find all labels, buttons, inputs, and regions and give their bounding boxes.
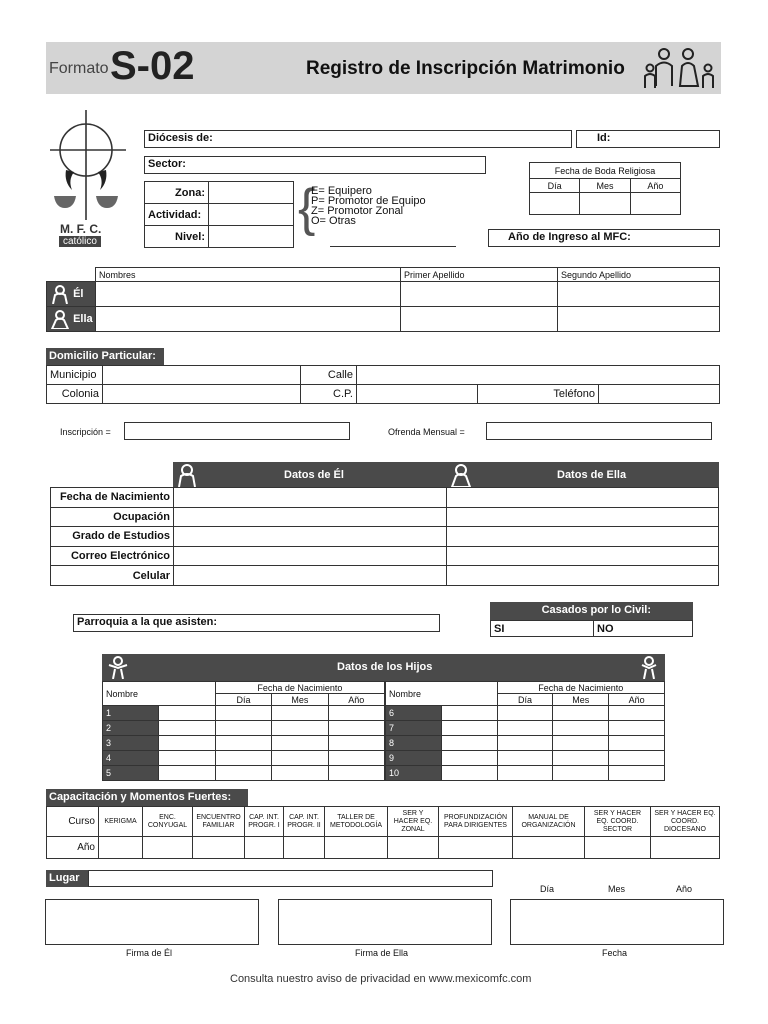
hijo-nombre-field[interactable] xyxy=(441,706,497,721)
boda-anio-field[interactable] xyxy=(630,193,680,215)
primer-apellido-header: Primer Apellido xyxy=(401,268,558,282)
hijo-mes-field[interactable] xyxy=(272,721,328,736)
col-kerigma: KERIGMA xyxy=(99,807,143,837)
hijos-anio-header: Año xyxy=(328,694,384,706)
capacitacion-anio-field[interactable] xyxy=(99,837,143,859)
fecha-box[interactable] xyxy=(510,899,724,945)
datos-table xyxy=(50,487,719,586)
child-icon xyxy=(638,655,660,679)
domicilio-title: Domicilio Particular: xyxy=(46,348,164,365)
family-icon xyxy=(642,46,718,92)
capacitacion-table xyxy=(46,806,720,859)
hijo-num: 9 xyxy=(386,751,442,766)
boda-anio-label: Año xyxy=(630,179,680,193)
ella-celular-field[interactable] xyxy=(447,566,719,586)
hijos-dia-header: Día xyxy=(497,694,553,706)
col-ser-hacer-zonal: SER Y HACER EQ. ZONAL xyxy=(388,807,439,837)
hijos-fecha-header: Fecha de Nacimiento xyxy=(497,682,664,694)
municipio-field[interactable] xyxy=(103,366,301,385)
calle-label: Calle xyxy=(301,366,357,385)
ella-fecha-nacimiento-field[interactable] xyxy=(447,488,719,508)
ella-segundo-field[interactable] xyxy=(558,307,720,332)
ofrenda-label: Ofrenda Mensual = xyxy=(388,427,465,437)
sector-field[interactable] xyxy=(144,156,486,174)
legend-o: O= Otras xyxy=(311,215,356,227)
hijo-anio-field[interactable] xyxy=(328,736,384,751)
datos-ella-title: Datos de Ella xyxy=(557,469,627,481)
hijo-dia-field[interactable] xyxy=(215,751,271,766)
fecha-boda-table xyxy=(529,162,681,215)
firma-ella-label: Firma de Ella xyxy=(355,948,409,958)
curso-label: Curso xyxy=(47,807,99,837)
hijos-left-table xyxy=(102,681,385,781)
capacitacion-anio-field[interactable] xyxy=(388,837,439,859)
nivel-label: Nivel: xyxy=(145,226,209,248)
legend-e: E= Equipero xyxy=(311,185,372,197)
el-grado-field[interactable] xyxy=(174,527,447,547)
ocupacion-label: Ocupación xyxy=(51,507,174,527)
el-segundo-field[interactable] xyxy=(558,282,720,307)
telefono-label: Teléfono xyxy=(478,385,599,404)
hijo-dia-field[interactable] xyxy=(497,706,553,721)
logo-catolico-text: católico xyxy=(59,236,101,247)
hijo-nombre-field[interactable] xyxy=(159,721,215,736)
hijo-dia-field[interactable] xyxy=(497,736,553,751)
firma-mes-label: Mes xyxy=(608,884,626,894)
hijos-anio-header: Año xyxy=(609,694,665,706)
parroquia-label: Parroquia a la que asisten: xyxy=(77,616,217,628)
legend-list xyxy=(311,186,426,226)
correo-label: Correo Electrónico xyxy=(51,546,174,566)
hijos-nombre-header: Nombre xyxy=(103,682,216,706)
fecha-nacimiento-label: Fecha de Nacimiento xyxy=(51,488,174,508)
el-row-label xyxy=(47,282,96,307)
lugar-field[interactable] xyxy=(88,870,493,887)
hijo-nombre-field[interactable] xyxy=(159,706,215,721)
hijo-mes-field[interactable] xyxy=(272,751,328,766)
el-nombres-field[interactable] xyxy=(96,282,401,307)
hijos-right-table xyxy=(385,681,665,781)
hijo-anio-field[interactable] xyxy=(328,706,384,721)
ella-grado-field[interactable] xyxy=(447,527,719,547)
hijo-dia-field[interactable] xyxy=(497,751,553,766)
capacitacion-anio-field[interactable] xyxy=(284,837,325,859)
firma-el-label: Firma de Él xyxy=(126,948,173,958)
calle-field[interactable] xyxy=(357,366,720,385)
legend-brace: { xyxy=(298,179,316,237)
hijo-dia-field[interactable] xyxy=(215,721,271,736)
hijo-nombre-field[interactable] xyxy=(441,751,497,766)
ella-label: Ella xyxy=(73,312,93,325)
col-encuentro-familiar: ENCUENTRO FAMILIAR xyxy=(193,807,245,837)
hijo-mes-field[interactable] xyxy=(553,736,609,751)
colonia-label: Colonia xyxy=(47,385,103,404)
firma-dia-label: Día xyxy=(540,884,555,894)
hijos-title: Datos de los Hijos xyxy=(337,661,433,673)
domicilio-table xyxy=(46,365,720,404)
el-celular-field[interactable] xyxy=(174,566,447,586)
capacitacion-anio-field[interactable] xyxy=(513,837,585,859)
datos-el-title: Datos de Él xyxy=(284,469,344,481)
hijo-anio-field[interactable] xyxy=(328,751,384,766)
capacitacion-anio-field[interactable] xyxy=(439,837,513,859)
col-enc-conyugal: ENC. CONYUGAL xyxy=(143,807,193,837)
man-icon xyxy=(50,284,70,304)
col-cap-int-1: CAP. INT. PROGR. I xyxy=(245,807,284,837)
hijo-anio-field[interactable] xyxy=(609,766,665,781)
inscripcion-field[interactable] xyxy=(124,422,350,440)
celular-label: Celular xyxy=(51,566,174,586)
hijo-anio-field[interactable] xyxy=(328,766,384,781)
hijo-anio-field[interactable] xyxy=(328,721,384,736)
el-correo-field[interactable] xyxy=(174,546,447,566)
civil-table xyxy=(490,620,693,637)
child-icon xyxy=(107,655,129,679)
grado-estudios-label: Grado de Estudios xyxy=(51,527,174,547)
hijo-mes-field[interactable] xyxy=(553,706,609,721)
el-label: Él xyxy=(73,287,84,300)
hijo-dia-field[interactable] xyxy=(215,736,271,751)
diocesis-label: Diócesis de: xyxy=(148,132,213,144)
el-ocupacion-field[interactable] xyxy=(174,507,447,527)
hijo-anio-field[interactable] xyxy=(609,751,665,766)
hijo-nombre-field[interactable] xyxy=(159,766,215,781)
hijo-dia-field[interactable] xyxy=(215,706,271,721)
capacitacion-anio-field[interactable] xyxy=(245,837,284,859)
capacitacion-anio-field[interactable] xyxy=(193,837,245,859)
otras-line[interactable] xyxy=(330,246,456,247)
el-primer-field[interactable] xyxy=(401,282,558,307)
hijo-nombre-field[interactable] xyxy=(159,751,215,766)
civil-no-option[interactable]: NO xyxy=(594,621,693,637)
boda-dia-field[interactable] xyxy=(530,193,580,215)
hijo-nombre-field[interactable] xyxy=(441,736,497,751)
woman-icon xyxy=(450,463,472,487)
actividad-label: Actividad: xyxy=(145,204,209,226)
hijo-mes-field[interactable] xyxy=(553,721,609,736)
hijo-nombre-field[interactable] xyxy=(441,766,497,781)
col-taller: TALLER DE METODOLOGÍA xyxy=(325,807,388,837)
col-ser-hacer-sector: SER Y HACER EQ. COORD. SECTOR xyxy=(585,807,651,837)
hijos-mes-header: Mes xyxy=(272,694,328,706)
names-table xyxy=(46,267,720,332)
form-code: S-02 xyxy=(110,44,195,88)
logo-mfc-text: M. F. C. xyxy=(60,222,102,236)
el-fecha-nacimiento-field[interactable] xyxy=(174,488,447,508)
hijo-nombre-field[interactable] xyxy=(441,721,497,736)
cp-label: C.P. xyxy=(301,385,357,404)
capacitacion-anio-field[interactable] xyxy=(143,837,193,859)
ella-ocupacion-field[interactable] xyxy=(447,507,719,527)
privacy-footer: Consulta nuestro aviso de privacidad en www.mexicomfc.com xyxy=(230,973,532,985)
hijo-num: 5 xyxy=(103,766,159,781)
sector-label: Sector: xyxy=(148,158,186,170)
hijo-num: 2 xyxy=(103,721,159,736)
inscripcion-label: Inscripción = xyxy=(60,427,111,437)
capacitacion-title: Capacitación y Momentos Fuertes: xyxy=(46,789,248,806)
hijo-num: 7 xyxy=(386,721,442,736)
legend-p: P= Promotor de Equipo xyxy=(311,195,426,207)
hijos-mes-header: Mes xyxy=(553,694,609,706)
boda-dia-label: Día xyxy=(530,179,580,193)
ella-correo-field[interactable] xyxy=(447,546,719,566)
col-profundizacion: PROFUNDIZACIÓN PARA DIRIGENTES xyxy=(439,807,513,837)
form-title: Registro de Inscripción Matrimonio xyxy=(306,58,625,79)
hijo-num: 8 xyxy=(386,736,442,751)
capacitacion-anio-field[interactable] xyxy=(325,837,388,859)
hijos-dia-header: Día xyxy=(215,694,271,706)
man-icon xyxy=(176,463,198,487)
firma-anio-label: Año xyxy=(676,884,693,894)
hijo-mes-field[interactable] xyxy=(553,751,609,766)
zona-actividad-nivel-table xyxy=(144,181,294,248)
hijo-dia-field[interactable] xyxy=(215,766,271,781)
municipio-label: Municipio xyxy=(47,366,103,385)
hijo-mes-field[interactable] xyxy=(272,766,328,781)
hijo-anio-field[interactable] xyxy=(609,721,665,736)
ella-row-label xyxy=(47,307,96,332)
woman-icon xyxy=(50,309,70,329)
hijos-nombre-header: Nombre xyxy=(386,682,498,706)
capacitacion-anio-field[interactable] xyxy=(585,837,651,859)
hijo-num: 10 xyxy=(386,766,442,781)
nombres-header: Nombres xyxy=(96,268,401,282)
colonia-field[interactable] xyxy=(103,385,301,404)
ella-primer-field[interactable] xyxy=(401,307,558,332)
hijo-mes-field[interactable] xyxy=(553,766,609,781)
telefono-field[interactable] xyxy=(599,385,720,404)
hijo-num: 1 xyxy=(103,706,159,721)
hijo-num: 4 xyxy=(103,751,159,766)
fecha-label: Fecha xyxy=(602,948,628,958)
firma-ella-box[interactable] xyxy=(278,899,492,945)
boda-mes-label: Mes xyxy=(580,179,630,193)
col-cap-int-2: CAP. INT. PROGR. II xyxy=(284,807,325,837)
hijo-dia-field[interactable] xyxy=(497,721,553,736)
hijo-num: 6 xyxy=(386,706,442,721)
civil-title: Casados por lo Civil: xyxy=(490,602,693,620)
hijos-fecha-header: Fecha de Nacimiento xyxy=(215,682,384,694)
hijo-anio-field[interactable] xyxy=(609,736,665,751)
hijo-mes-field[interactable] xyxy=(272,736,328,751)
firma-el-box[interactable] xyxy=(45,899,259,945)
ella-nombres-field[interactable] xyxy=(96,307,401,332)
datos-header-bar xyxy=(173,462,719,488)
cp-field[interactable] xyxy=(357,385,478,404)
nivel-field[interactable] xyxy=(209,226,294,248)
boda-mes-field[interactable] xyxy=(580,193,630,215)
ofrenda-field[interactable] xyxy=(486,422,712,440)
col-manual: MANUAL DE ORGANIZACIÓN xyxy=(513,807,585,837)
col-ser-hacer-diocesano: SER Y HACER EQ. COORD. DIOCESANO xyxy=(651,807,720,837)
hijo-nombre-field[interactable] xyxy=(159,736,215,751)
hijo-anio-field[interactable] xyxy=(609,706,665,721)
anio-label: Año xyxy=(47,837,99,859)
capacitacion-anio-field[interactable] xyxy=(651,837,720,859)
lugar-label: Lugar xyxy=(46,870,88,887)
hijo-dia-field[interactable] xyxy=(497,766,553,781)
mfc-cross-logo xyxy=(46,110,130,222)
zona-label: Zona: xyxy=(145,182,209,204)
zona-field[interactable] xyxy=(209,182,294,204)
formato-label: Formato xyxy=(49,60,109,77)
ingreso-label: Año de Ingreso al MFC: xyxy=(508,231,631,243)
actividad-field[interactable] xyxy=(209,204,294,226)
legend-z: Z= Promotor Zonal xyxy=(311,205,404,217)
hijo-mes-field[interactable] xyxy=(272,706,328,721)
fecha-boda-label: Fecha de Boda Religiosa xyxy=(530,163,681,179)
civil-si-option[interactable]: SI xyxy=(491,621,594,637)
id-label: Id: xyxy=(597,132,611,144)
segundo-apellido-header: Segundo Apellido xyxy=(558,268,720,282)
hijo-num: 3 xyxy=(103,736,159,751)
